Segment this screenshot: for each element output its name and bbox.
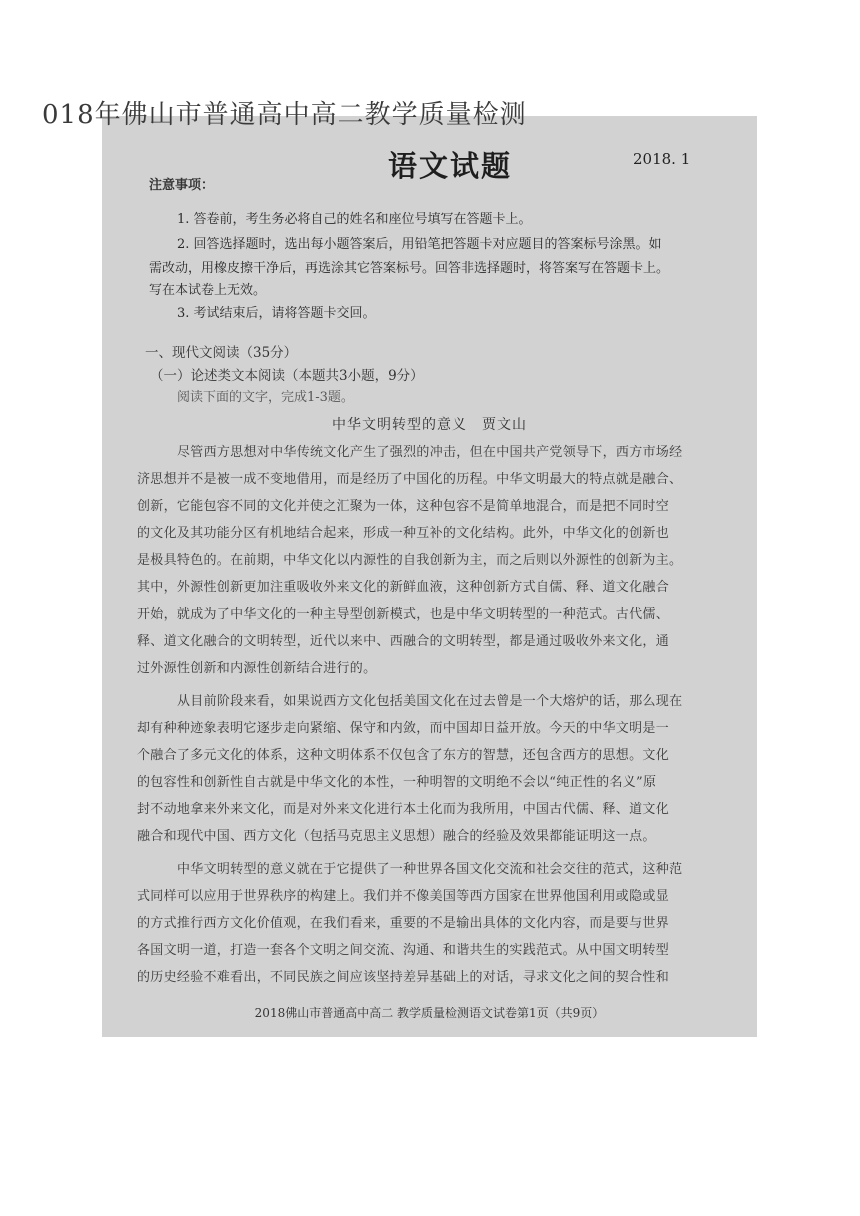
article-line: 其中，外源性创新更加注重吸收外来文化的新鲜血液，这种创新方式自儒、释、道文化融合 [137, 580, 670, 595]
article-line: 中华文明转型的意义就在于它提供了一种世界各国文化交流和社会交往的范式，这种范 [177, 862, 683, 877]
article-line: 融合和现代中国、西方文化（包括马克思主义思想）融合的经验及效果都能证明这一点。 [137, 829, 656, 844]
article-line: 的文化及其功能分区有机地结合起来，形成一种互补的文化结构。此外，中华文化的创新也 [137, 526, 670, 541]
article-line: 开始，就成为了中华文化的一种主导型创新模式，也是中华文明转型的一种范式。古代儒、 [137, 607, 670, 622]
article-line: 封不动地拿来外来文化，而是对外来文化进行本土化而为我所用，中国古代儒、释、道文化 [137, 802, 670, 817]
article-line: 释、道文化融合的文明转型，近代以来中、西融合的文明转型，都是通过吸收外来文化，通 [137, 634, 670, 649]
article-line: 尽管西方思想对中华传统文化产生了强烈的冲击，但在中国共产党领导下，西方市场经 [177, 445, 683, 460]
exam-title-partial: 018年佛山市普通高中高二教学质量检测 [42, 100, 527, 130]
article-line: 创新，它能包容不同的文化并使之汇聚为一体，这种包容不是简单地混合，而是把不同时空 [137, 499, 670, 514]
article-line: 济思想并不是被一成不变地借用，而是经历了中国化的历程。中华文明最大的特点就是融合、 [137, 472, 683, 487]
article-line: 的包容性和创新性自古就是中华文化的本性，一种明智的文明绝不会以“纯正性的名义”原 [137, 775, 657, 790]
exam-paper [42, 100, 757, 1037]
article-line: 的历史经验不难看出，不同民族之间应该坚持差异基础上的对话，寻求文化之间的契合性和 [137, 970, 670, 985]
notice-line: 3. 考试结束后，请将答题卡交回。 [177, 306, 376, 321]
notice-line: 2. 回答选择题时，选出每小题答案后，用铅笔把答题卡对应题目的答案标号涂黑。如 [177, 237, 662, 252]
article-line: 从目前阶段来看，如果说西方文化包括美国文化在过去曾是一个大熔炉的话，那么现在 [177, 694, 683, 709]
article-title: 中华文明转型的意义 贾文山 [332, 417, 527, 433]
article-line: 过外源性创新和内源性创新结合进行的。 [137, 661, 377, 676]
article-line: 各国文明一道，打造一套各个文明之间交流、沟通、和谐共生的实践范式。从中国文明转型 [137, 943, 670, 958]
page-title: 语文试题 [388, 149, 513, 183]
notice-heading: 注意事项： [149, 178, 215, 193]
article-line: 却有种种迹象表明它逐步走向紧缩、保守和内敛，而中国却日益开放。今天的中华文明是一 [137, 721, 670, 736]
article-line: 式同样可以应用于世界秩序的构建上。我们并不像美国等西方国家在世界他国利用或隐或显 [137, 889, 670, 904]
reading-instruction: 阅读下面的文字，完成1-3题。 [177, 390, 354, 405]
subsection-heading: （一）论述类文本阅读（本题共3小题，9分） [150, 368, 424, 384]
notice-line: 写在本试卷上无效。 [149, 283, 267, 298]
article-line: 的方式推行西方文化价值观，在我们看来，重要的不是输出具体的文化内容，而是要与世界 [137, 916, 670, 931]
notice-line: 需改动，用橡皮擦干净后，再选涂其它答案标号。回答非选择题时，将答案写在答题卡上。 [149, 261, 670, 276]
article-line: 是极具特色的。在前期，中华文化以内源性的自我创新为主，而之后则以外源性的创新为主。 [137, 553, 683, 568]
section-heading: 一、现代文阅读（35分） [145, 345, 298, 361]
exam-date: 2018. 1 [633, 150, 691, 168]
notice-line: 1. 答卷前，考生务必将自己的姓名和座位号填写在答题卡上。 [177, 212, 532, 227]
page-footer: 2018佛山市普通高中高二 教学质量检测语文试卷第1页（共9页） [254, 1006, 605, 1020]
article-line: 个融合了多元文化的体系，这种文明体系不仅包含了东方的智慧，还包含西方的思想。文化 [137, 748, 670, 763]
